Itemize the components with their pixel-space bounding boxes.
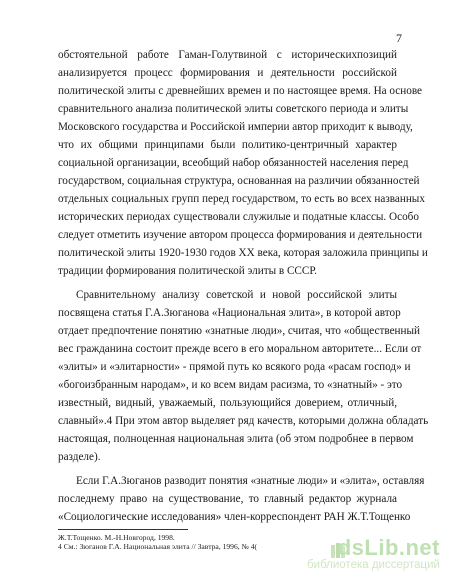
text-line: исторических периодах существовали служилые и податные классы. Особо bbox=[58, 211, 419, 223]
text-line: традиции формирования политической элиты в СССР. bbox=[58, 265, 317, 277]
watermark-site: dsLib.net bbox=[337, 535, 440, 560]
footnote: Ж.Т.Тощенко. М.-Н.Новгород, 1998. bbox=[58, 533, 175, 542]
text-line: «богоизбранным народам», и ко всем видам расизма, то «знатный» - это bbox=[58, 379, 403, 391]
text-line: следует отметить изучение автором процесса формирования и деятельности bbox=[58, 229, 423, 241]
text-line: государством, социальная структура, основанная на различии обязанностей bbox=[58, 175, 420, 187]
text-line: Если Г.А.Зюганов разводит понятия «знатные люди» и «элита», оставляя bbox=[76, 475, 425, 487]
footnote-separator bbox=[58, 529, 188, 530]
text-line: анализируется процесс формирования и деятельности российской bbox=[58, 67, 397, 79]
footnote: 4 См.: Зюганов Г.А. Национальная элита // Завтра, 1996, № 4( bbox=[58, 542, 258, 551]
text-line: последнему право на существование, то главный редактор журнала bbox=[58, 493, 397, 505]
text-line: Московского государства и Российской империи автор приходит к выводу, bbox=[58, 121, 413, 133]
text-line: отдает предпочтение понятию «знатные люди», считая, что «общественный bbox=[58, 325, 421, 337]
text-line: политической элиты 1920-1930 годов XX века, которая заложила принципы и bbox=[58, 247, 428, 259]
text-line: «элиты» и «элитарности» - прямой путь ко всякого рода «расам господ» и bbox=[58, 361, 411, 373]
text-line: социальной организации, всеобщий набор обязанностей населения перед bbox=[58, 157, 409, 169]
text-line: славный».4 При этом автор выделяет ряд качеств, которыми должна обладать bbox=[58, 415, 429, 427]
text-line: известный, видный, уважаемый, пользующийся доверием, отличный, bbox=[58, 397, 397, 409]
text-line: разделе). bbox=[58, 451, 101, 463]
watermark bbox=[307, 535, 440, 571]
text-line: обстоятельной работе Гаман-Голутвиной с историческихпозиций bbox=[58, 49, 397, 61]
text-line: сравнительного анализа политической элиты советского периода и элиты bbox=[58, 103, 409, 115]
text-line: Сравнительному анализу советской и новой российской элиты bbox=[76, 289, 397, 301]
text-line: отдельных социальных групп перед государством, то есть во всех названных bbox=[58, 193, 425, 205]
watermark-subtitle: библиотека диссертаций bbox=[307, 559, 440, 571]
text-line: политической элиты с древнейших времен и по настоящее время. На основе bbox=[58, 85, 423, 97]
text-line: посвящена статья Г.А.Зюганова «Национальная элита», в которой автор bbox=[58, 307, 401, 319]
text-line: что их общими принципами были политико-центричный характер bbox=[58, 139, 397, 151]
page-number: 7 bbox=[396, 31, 402, 45]
text-line: «Социологические исследования» член-корреспондент РАН Ж.Т.Тощенко bbox=[58, 511, 411, 523]
text-line: настоящая, полноценная национальная элита (об этом подробнее в первом bbox=[58, 433, 414, 445]
text-line: вес гражданина состоит прежде всего в его моральном авторитете... Если от bbox=[58, 343, 422, 355]
